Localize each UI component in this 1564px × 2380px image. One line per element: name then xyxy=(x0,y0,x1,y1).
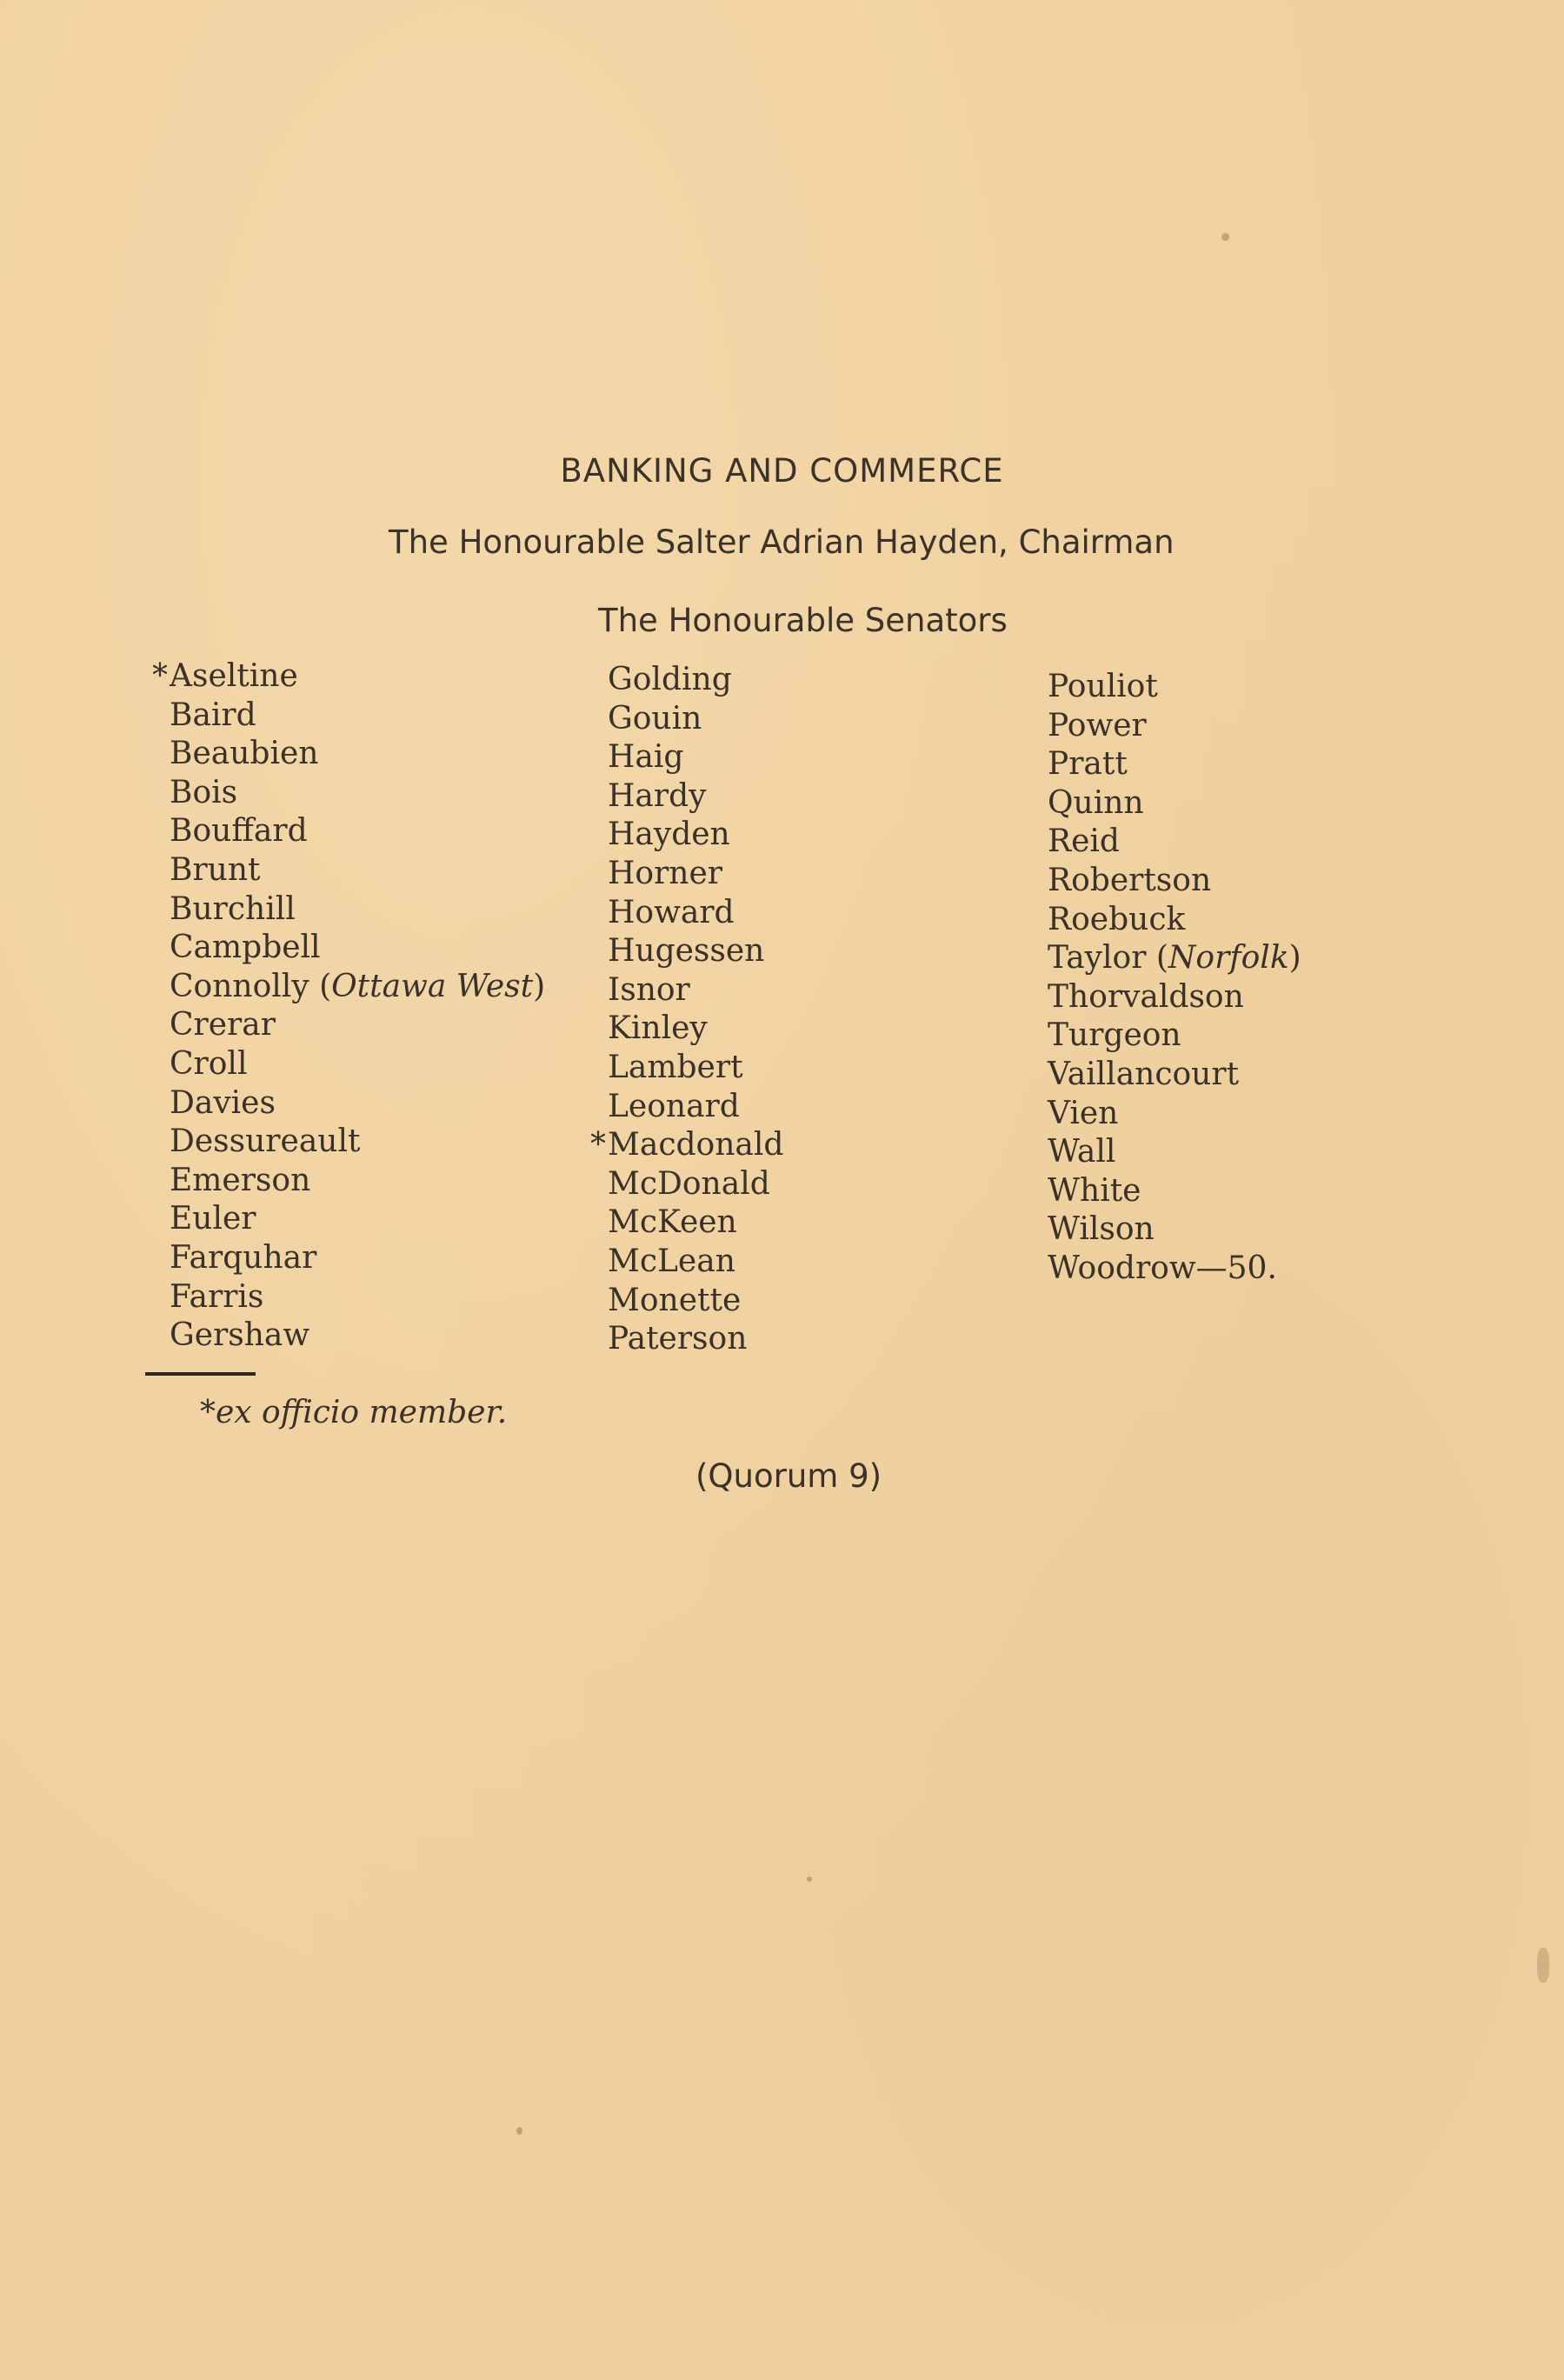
senator-name xyxy=(1048,1133,1301,1172)
senator-name: Connolly (Ottawa West) xyxy=(170,968,546,1004)
senator-division: Ottawa West xyxy=(331,968,534,1004)
senator-surname: Dessureault xyxy=(170,1123,361,1160)
senator-surname: Brunt xyxy=(170,851,261,888)
senator-name xyxy=(1048,862,1301,901)
senator-name xyxy=(1048,1056,1301,1095)
senator-name xyxy=(608,1088,783,1127)
senator-surname: McDonald xyxy=(608,1165,770,1202)
senator-surname: Golding xyxy=(608,662,732,697)
senator-surname: Euler xyxy=(170,1201,256,1237)
senator-surname: Pratt xyxy=(1048,746,1128,783)
paper-speck xyxy=(1537,1948,1549,1983)
senator-surname: Baird xyxy=(170,697,256,733)
senator-surname: Hayden xyxy=(608,817,730,853)
footnote-rule xyxy=(145,1372,256,1376)
senator-name xyxy=(170,1278,545,1317)
paper-speck xyxy=(516,2127,522,2135)
senator-name xyxy=(170,1045,545,1084)
senator-name xyxy=(1048,1095,1301,1134)
senator-name xyxy=(170,697,545,736)
senator-name xyxy=(608,1320,783,1359)
senator-name xyxy=(170,1006,545,1045)
senator-name xyxy=(608,855,783,894)
senator-name xyxy=(1048,901,1301,940)
senator-surname: Hugessen xyxy=(608,933,765,970)
senator-column-3 xyxy=(1048,668,1301,1289)
committee-heading: BANKING AND COMMERCE xyxy=(560,452,1004,490)
senator-surname: Woodrow—50. xyxy=(1048,1250,1277,1286)
senator-name xyxy=(170,1084,545,1123)
senator-name xyxy=(1048,1017,1301,1056)
senator-surname: McLean xyxy=(608,1243,735,1279)
senator-name xyxy=(170,890,545,930)
senator-surname: Campbell xyxy=(170,930,321,966)
senator-column-1 xyxy=(152,657,546,1356)
senator-surname: McKeen xyxy=(608,1204,737,1241)
senator-surname: Quinn xyxy=(1048,784,1144,821)
senator-surname: Croll xyxy=(170,1045,248,1082)
senator-name xyxy=(170,1162,545,1201)
senator-name xyxy=(608,738,783,777)
senator-surname: Thorvaldson xyxy=(1048,978,1244,1015)
senator-surname: Robertson xyxy=(1048,862,1212,898)
senator-surname: Power xyxy=(1048,707,1147,743)
senator-surname: Burchill xyxy=(170,890,296,927)
senator-surname: Taylor xyxy=(1048,940,1147,977)
senator-name xyxy=(608,1049,783,1088)
senator-name xyxy=(608,1243,783,1282)
senator-surname: Gouin xyxy=(608,700,702,737)
senator-surname: Beaubien xyxy=(170,736,319,772)
senator-name xyxy=(608,1203,783,1243)
senator-column-2 xyxy=(590,661,784,1359)
senator-name xyxy=(608,971,783,1010)
senator-name xyxy=(1048,784,1301,823)
senator-name xyxy=(1048,1172,1301,1211)
senator-name xyxy=(608,661,783,700)
senator-name xyxy=(1048,745,1301,784)
chairman-line: The Honourable Salter Adrian Hayden, Chairman xyxy=(389,523,1175,561)
senator-surname: Pouliot xyxy=(1048,669,1158,704)
senator-name xyxy=(170,1317,545,1356)
senator-name xyxy=(608,1010,783,1049)
senator-name xyxy=(170,1200,545,1239)
senator-name xyxy=(1048,1250,1301,1289)
senator-surname: Macdonald xyxy=(608,1127,784,1163)
senator-name xyxy=(590,1126,784,1165)
senator-name xyxy=(170,1239,545,1278)
senator-surname: Roebuck xyxy=(1048,901,1186,937)
senator-name xyxy=(1048,978,1301,1017)
senator-name xyxy=(608,932,783,971)
senator-name xyxy=(1048,668,1301,707)
senator-surname: Vien xyxy=(1048,1095,1119,1131)
senator-surname: Lambert xyxy=(608,1049,743,1085)
senator-surname: Kinley xyxy=(608,1010,708,1047)
senator-surname: Davies xyxy=(170,1084,276,1121)
senator-surname: Gershaw xyxy=(170,1317,310,1354)
senator-surname: Bouffard xyxy=(170,813,308,850)
senator-name xyxy=(1048,707,1301,746)
senator-surname: Farquhar xyxy=(170,1239,317,1276)
senator-name xyxy=(170,1123,545,1162)
senator-surname: Bois xyxy=(170,774,238,810)
senator-division: Norfolk xyxy=(1168,940,1289,977)
senator-name xyxy=(170,929,545,968)
senator-name xyxy=(608,894,783,933)
senator-surname: Wilson xyxy=(1048,1211,1155,1248)
footnote: *ex officio member. xyxy=(200,1395,508,1430)
senator-name xyxy=(608,1165,783,1204)
senator-surname: Horner xyxy=(608,855,722,891)
paper-speck xyxy=(1221,233,1229,241)
senator-surname: Reid xyxy=(1048,823,1120,860)
ex-officio-marker: * xyxy=(590,1127,606,1163)
senator-surname: Connolly xyxy=(170,968,309,1004)
senator-surname: Emerson xyxy=(170,1162,311,1198)
senator-name xyxy=(170,812,545,851)
senator-surname: Haig xyxy=(608,739,684,776)
senator-name xyxy=(608,816,783,855)
paper-speck xyxy=(807,1877,812,1882)
senator-name xyxy=(608,777,783,817)
senator-name xyxy=(608,700,783,739)
senators-heading: The Honourable Senators xyxy=(598,602,1008,639)
senator-surname: Farris xyxy=(170,1278,264,1315)
senator-surname: Wall xyxy=(1048,1134,1116,1170)
senator-name xyxy=(170,774,545,813)
senator-name: Taylor (Norfolk) xyxy=(1048,940,1301,977)
ex-officio-marker: * xyxy=(152,658,168,694)
senator-name xyxy=(1048,823,1301,862)
senator-name xyxy=(170,851,545,890)
senator-surname: Isnor xyxy=(608,971,690,1008)
senator-surname: Turgeon xyxy=(1048,1017,1181,1054)
senator-name xyxy=(1048,1210,1301,1250)
senator-surname: Vaillancourt xyxy=(1048,1056,1240,1092)
senator-surname: Monette xyxy=(608,1282,742,1318)
senator-name xyxy=(152,657,545,697)
senator-surname: White xyxy=(1048,1172,1141,1209)
senator-name xyxy=(608,1282,783,1321)
senator-name xyxy=(170,735,545,774)
senator-surname: Leonard xyxy=(608,1088,740,1124)
senator-surname: Howard xyxy=(608,894,735,930)
quorum-note: (Quorum 9) xyxy=(695,1457,882,1495)
senator-surname: Aseltine xyxy=(170,658,298,694)
senator-surname: Paterson xyxy=(608,1321,748,1357)
senator-surname: Crerar xyxy=(170,1007,276,1043)
senator-surname: Hardy xyxy=(608,777,707,814)
